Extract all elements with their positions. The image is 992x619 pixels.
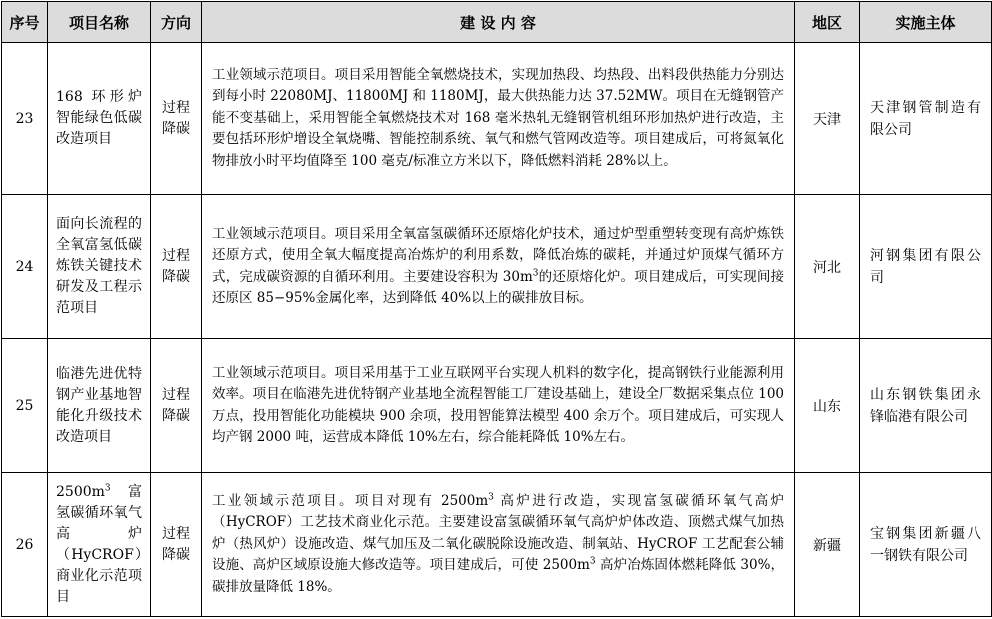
region: 山东	[795, 339, 860, 473]
header-name: 项目名称	[48, 2, 151, 43]
table-row	[2, 473, 992, 617]
region: 天津	[795, 43, 860, 195]
header-org: 实施主体	[860, 2, 992, 43]
implementing-entity: 天津钢管制造有限公司	[860, 43, 992, 195]
name-text: 2500m	[56, 483, 105, 500]
region: 新疆	[795, 473, 860, 617]
direction-text: 过程降碳	[162, 99, 190, 137]
direction-text: 过程降碳	[162, 386, 190, 424]
direction	[151, 339, 202, 473]
header-direction: 方向	[151, 2, 202, 43]
direction	[151, 43, 202, 195]
project-table	[1, 1, 992, 617]
implementing-entity: 山东钢铁集团永锋临港有限公司	[860, 339, 992, 473]
project-content: 工业领域示范项目。项目采用智能全氧燃烧技术，实现加热段、均热段、出料段供热能力分别达到每小时 22080MJ、11800MJ 和 1180MJ，最大供热能力达 37.52MW。项目在无缝钢管产能不变基础上，采用智能全氧燃烧技术对 168 毫米热轧无缝钢管机组环形加热炉进行改造，主要包括环形炉增设全氧烧嘴、智能控制系统、氧气和燃气管网改造等。项目建成后，可将氮氧化物排放小时平均值降至 100 毫克/标准立方米以下，降低燃料消耗 28%以上。	[202, 43, 795, 195]
header-region: 地区	[795, 2, 860, 43]
project-name	[48, 473, 151, 617]
content-text: 的还原熔化炉。项目建成后，可实现间接还原区 85−95%金属化率，达到降低 40%以上的碳排放目标。	[212, 268, 784, 306]
header-content: 建 设 内 容	[202, 2, 795, 43]
direction-text: 过程降碳	[162, 525, 190, 563]
implementing-entity: 宝钢集团新疆八一钢铁有限公司	[860, 473, 992, 617]
implementing-entity: 河钢集团有限公司	[860, 195, 992, 339]
direction	[151, 473, 202, 617]
direction	[151, 195, 202, 339]
row-number: 23	[2, 43, 48, 195]
project-content: 工业领域示范项目。项目采用基于工业互联网平台实现人机料的数字化，提高钢铁行业能源利用效率。项目在临港先进优特钢产业基地全流程智能工厂建设基础上，建设全厂数据采集点位 100 万点，投用智能化功能模块 900 余项，投用智能算法模型 400 余万个。项目建成后，可实现人均产钢 2000 吨，运营成本降低 10%左右，综合能耗降低 10%左右。	[202, 339, 795, 473]
project-name: 临港先进优特钢产业基地智能化升级技术改造项目	[48, 339, 151, 473]
content-text: 工业领域示范项目。项目对现有 2500m	[212, 492, 489, 509]
row-number: 24	[2, 195, 48, 339]
project-name: 面向长流程的全氧富氢低碳炼铁关键技术研发及工程示范项目	[48, 195, 151, 339]
direction-text: 过程降碳	[162, 247, 190, 285]
content-text: 工业领域示范项目。项目采用全氧富氢碳循环还原熔化炉技术，通过炉型重塑转变现有高炉炼铁还原方式，使用全氧大幅度提高冶炼炉的利用系数，降低冶炼的碳耗，并通过炉顶煤气循环方式，完成碳资源的自循环利用。主要建设容积为 30m	[212, 225, 784, 285]
content-text: 高炉冶炼固体燃耗降低 30%，碳排放量降低 18%。	[212, 557, 785, 595]
content-text: 高炉进行改造，实现富氢碳循环氧气高炉（HyCROF）工艺技术商业化示范。主要建设富氢碳循环氧气高炉炉体改造、顶燃式煤气加热炉（热风炉）设施改造、煤气加压及二氧化碳脱除设施改造、制氧站、HyCROF 工艺配套公辅设施、高炉区域原设施大修改造等。项目建成后，可使 2500m	[212, 492, 784, 574]
project-content	[202, 195, 795, 339]
superscript: 3	[532, 268, 539, 278]
table-row	[2, 339, 992, 473]
table-row	[2, 43, 992, 195]
project-name: 168 环形炉智能绿色低碳改造项目	[48, 43, 151, 195]
name-text: 富氢碳循环氧气高炉（HyCROF）商业化示范项目	[56, 483, 142, 605]
project-content	[202, 473, 795, 617]
table-row	[2, 195, 992, 339]
header-num: 序号	[2, 2, 48, 43]
region: 河北	[795, 195, 860, 339]
superscript: 3	[104, 482, 111, 493]
superscript: 3	[488, 492, 494, 503]
superscript: 3	[589, 556, 596, 567]
row-number: 26	[2, 473, 48, 617]
header-row	[2, 2, 992, 43]
row-number: 25	[2, 339, 48, 473]
